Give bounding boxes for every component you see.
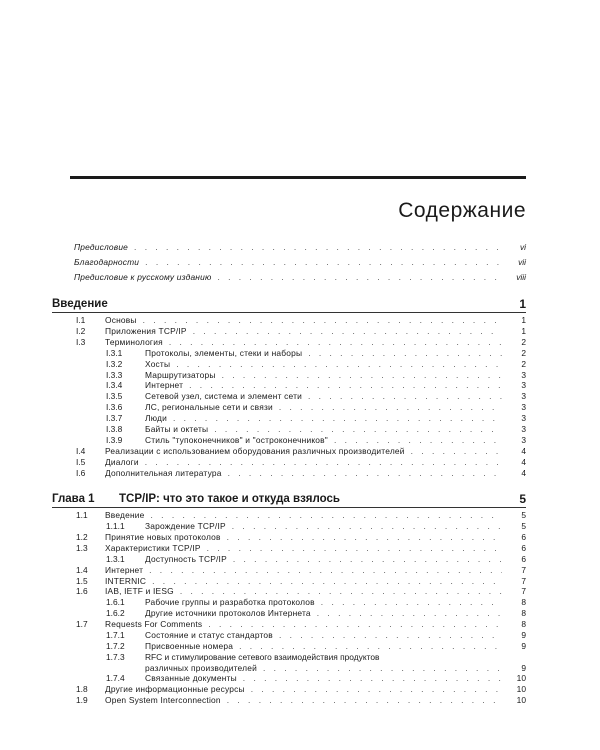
- toc-subentry[interactable]: [52, 608, 526, 619]
- toc-subentry[interactable]: [52, 652, 526, 673]
- entry-number: 1.1: [76, 509, 88, 520]
- entry-text: Сетевой узел, система и элемент сети: [145, 391, 303, 402]
- toc-entry[interactable]: [52, 684, 526, 695]
- toc-subentry[interactable]: [52, 673, 526, 684]
- entry-page: 10: [516, 694, 526, 705]
- entry-number: 1.2: [76, 531, 88, 542]
- entry-page: 4: [521, 467, 526, 478]
- toc-entry[interactable]: [52, 510, 526, 521]
- entry-text: Предисловие: [74, 242, 129, 252]
- entry-text: Интернет: [145, 380, 184, 391]
- entry-text: Зарождение TCP/IP: [145, 520, 226, 531]
- entry-text: Реализации с использованием оборудования различных производителей: [105, 446, 405, 457]
- entry-text: Люди: [145, 413, 167, 424]
- toc-entry[interactable]: [52, 457, 526, 468]
- entry-page: 7: [521, 575, 526, 586]
- entry-text: Маршрутизаторы: [145, 369, 216, 380]
- entry-number: 1.1.1: [106, 520, 125, 531]
- entry-number: 1.6.1: [106, 597, 125, 608]
- entry-number: 1.7: [76, 619, 88, 630]
- entry-number: I.3.9: [106, 435, 123, 446]
- entry-text: INTERNIC: [105, 575, 147, 586]
- front-matter-entry[interactable]: [52, 242, 526, 253]
- entry-page: 2: [521, 358, 526, 369]
- front-matter-entry[interactable]: [52, 272, 526, 283]
- front-matter-entry[interactable]: [52, 257, 526, 268]
- entry-number: I.3.1: [106, 347, 123, 358]
- entry-page: 3: [521, 424, 526, 435]
- entry-page: 2: [521, 347, 526, 358]
- entry-number: I.3.3: [106, 369, 123, 380]
- entry-page: 5: [521, 509, 526, 520]
- entry-text: Requests For Comments: [105, 619, 203, 630]
- entry-text: Принятие новых протоколов: [105, 531, 221, 542]
- toc-entry[interactable]: [52, 619, 526, 630]
- entry-page: 9: [521, 641, 526, 652]
- entry-text: Рабочие группы и разработка протоколов: [145, 597, 315, 608]
- toc-subentry[interactable]: [52, 402, 526, 413]
- toc-subentry[interactable]: [52, 413, 526, 424]
- entry-text: ЛС, региональные сети и связи: [145, 402, 273, 413]
- entry-number: 1.7.2: [106, 641, 125, 652]
- part-heading[interactable]: [52, 297, 526, 311]
- entry-text: Доступность TCP/IP: [145, 553, 227, 564]
- entry-number: 1.5: [76, 575, 88, 586]
- entry-page: vii: [518, 256, 526, 267]
- entry-page: 3: [521, 380, 526, 391]
- toc-entry[interactable]: [52, 576, 526, 587]
- entry-page: 3: [521, 402, 526, 413]
- entry-page: vi: [519, 242, 526, 252]
- entry-number: I.3.5: [106, 391, 123, 402]
- entry-page: 8: [521, 619, 526, 630]
- part-rule: [52, 507, 526, 508]
- entry-page: 9: [521, 662, 526, 673]
- toc-entry[interactable]: [52, 543, 526, 554]
- entry-number: I.4: [76, 446, 86, 457]
- entry-text: Связанные документы: [145, 673, 237, 684]
- toc-subentry[interactable]: [52, 348, 526, 359]
- entry-page: 6: [521, 553, 526, 564]
- entry-text: Характеристики TCP/IP: [105, 542, 201, 553]
- entry-number: I.3.2: [106, 358, 123, 369]
- toc-entry[interactable]: [52, 315, 526, 326]
- entry-page: 9: [521, 630, 526, 641]
- part-page: 5: [519, 491, 526, 506]
- entry-page: 6: [521, 542, 526, 553]
- entry-number: I.5: [76, 457, 86, 467]
- entry-page: 8: [521, 608, 526, 619]
- toc-entry[interactable]: [52, 468, 526, 479]
- entry-text: Основы: [105, 314, 137, 325]
- toc-subentry[interactable]: [52, 380, 526, 391]
- entry-page: 6: [521, 531, 526, 542]
- entry-text: Дополнительная литература: [105, 467, 222, 478]
- top-rule: [70, 176, 526, 179]
- part-heading[interactable]: [52, 492, 526, 506]
- entry-number: 1.6.2: [106, 608, 125, 619]
- entry-number: I.3.4: [106, 380, 123, 391]
- toc-entry[interactable]: [52, 586, 526, 597]
- entry-text: Приложения TCP/IP: [105, 325, 187, 336]
- entry-number: 1.8: [76, 684, 88, 694]
- toc-entry[interactable]: [52, 532, 526, 543]
- entry-number: 1.3: [76, 542, 88, 553]
- entry-number: 1.4: [76, 564, 88, 575]
- entry-page: 3: [521, 369, 526, 380]
- entry-page: 5: [521, 520, 526, 531]
- entry-text: IAB, IETF и IESG: [105, 586, 174, 597]
- entry-text: Присвоенные номера: [145, 641, 234, 652]
- part-label: Введение: [52, 297, 108, 310]
- entry-text: Протоколы, элементы, стеки и наборы: [145, 347, 303, 358]
- entry-page: 3: [521, 413, 526, 424]
- toc-subentry[interactable]: [52, 554, 526, 565]
- entry-text-continued: различных производителей: [145, 662, 257, 673]
- entry-page: 10: [516, 673, 526, 684]
- entry-number: I.1: [76, 314, 86, 325]
- entry-page: 1: [521, 314, 526, 325]
- entry-text: Другие источники протоколов Интернета: [145, 608, 311, 619]
- entry-text: Состояние и статус стандартов: [145, 630, 273, 641]
- part-title: TCP/IP: что это такое и откуда взялось: [119, 492, 340, 505]
- toc-entry[interactable]: [52, 326, 526, 337]
- entry-page: 7: [521, 586, 526, 597]
- entry-page: 1: [521, 325, 526, 336]
- part-label: Глава 1: [52, 492, 95, 505]
- entry-number: I.3: [76, 336, 86, 347]
- entry-page: 3: [521, 391, 526, 402]
- toc-entry[interactable]: [52, 446, 526, 457]
- entry-number: 1.9: [76, 694, 88, 705]
- entry-page: viii: [516, 271, 526, 282]
- toc-subentry[interactable]: [52, 435, 526, 446]
- entry-text: Стиль "тупоконечников" и "остроконечников": [145, 435, 328, 446]
- entry-number: 1.7.3: [106, 652, 125, 663]
- toc-subentry[interactable]: [52, 359, 526, 370]
- entry-number: I.6: [76, 467, 86, 478]
- table-of-contents: [52, 242, 526, 706]
- toc-subentry[interactable]: [52, 630, 526, 641]
- entry-text: Терминология: [105, 336, 163, 347]
- entry-text: Предисловие к русскому изданию: [74, 271, 212, 282]
- entry-text: Интернет: [105, 564, 144, 575]
- entry-page: 7: [521, 564, 526, 575]
- entry-page: 2: [521, 336, 526, 347]
- entry-text: Другие информационные ресурсы: [105, 684, 245, 694]
- toc-subentry[interactable]: [52, 521, 526, 532]
- entry-number: 1.7.1: [106, 630, 125, 641]
- entry-page: 4: [521, 457, 526, 467]
- entry-text: Байты и октеты: [145, 424, 209, 435]
- entry-page: 10: [516, 684, 526, 694]
- part-rule: [52, 312, 526, 313]
- entry-text: Диалоги: [105, 457, 139, 467]
- entry-number: 1.6: [76, 586, 88, 597]
- entry-page: 8: [521, 597, 526, 608]
- toc-entry[interactable]: [52, 337, 526, 348]
- toc-subentry[interactable]: [52, 424, 526, 435]
- toc-subentry[interactable]: [52, 370, 526, 381]
- entry-page: 4: [521, 446, 526, 457]
- entry-text: RFC и стимулирование сетевого взаимодействия продуктов: [145, 652, 380, 663]
- entry-page: 3: [521, 435, 526, 446]
- toc-subentry[interactable]: [52, 641, 526, 652]
- entry-text: Open System Interconnection: [105, 694, 221, 705]
- toc-entry[interactable]: [52, 565, 526, 576]
- toc-subentry[interactable]: [52, 391, 526, 402]
- entry-number: 1.3.1: [106, 553, 125, 564]
- entry-number: I.3.8: [106, 424, 123, 435]
- toc-subentry[interactable]: [52, 597, 526, 608]
- entry-text: Введение: [105, 509, 145, 520]
- toc-entry[interactable]: [52, 695, 526, 706]
- part-page: 1: [519, 296, 526, 311]
- entry-number: I.3.6: [106, 402, 123, 413]
- entry-text: Хосты: [145, 358, 171, 369]
- entry-number: 1.7.4: [106, 673, 125, 684]
- entry-number: I.2: [76, 325, 86, 336]
- page-title: Содержание: [398, 199, 526, 222]
- entry-number: I.3.7: [106, 413, 123, 424]
- entry-text: Благодарности: [74, 256, 140, 267]
